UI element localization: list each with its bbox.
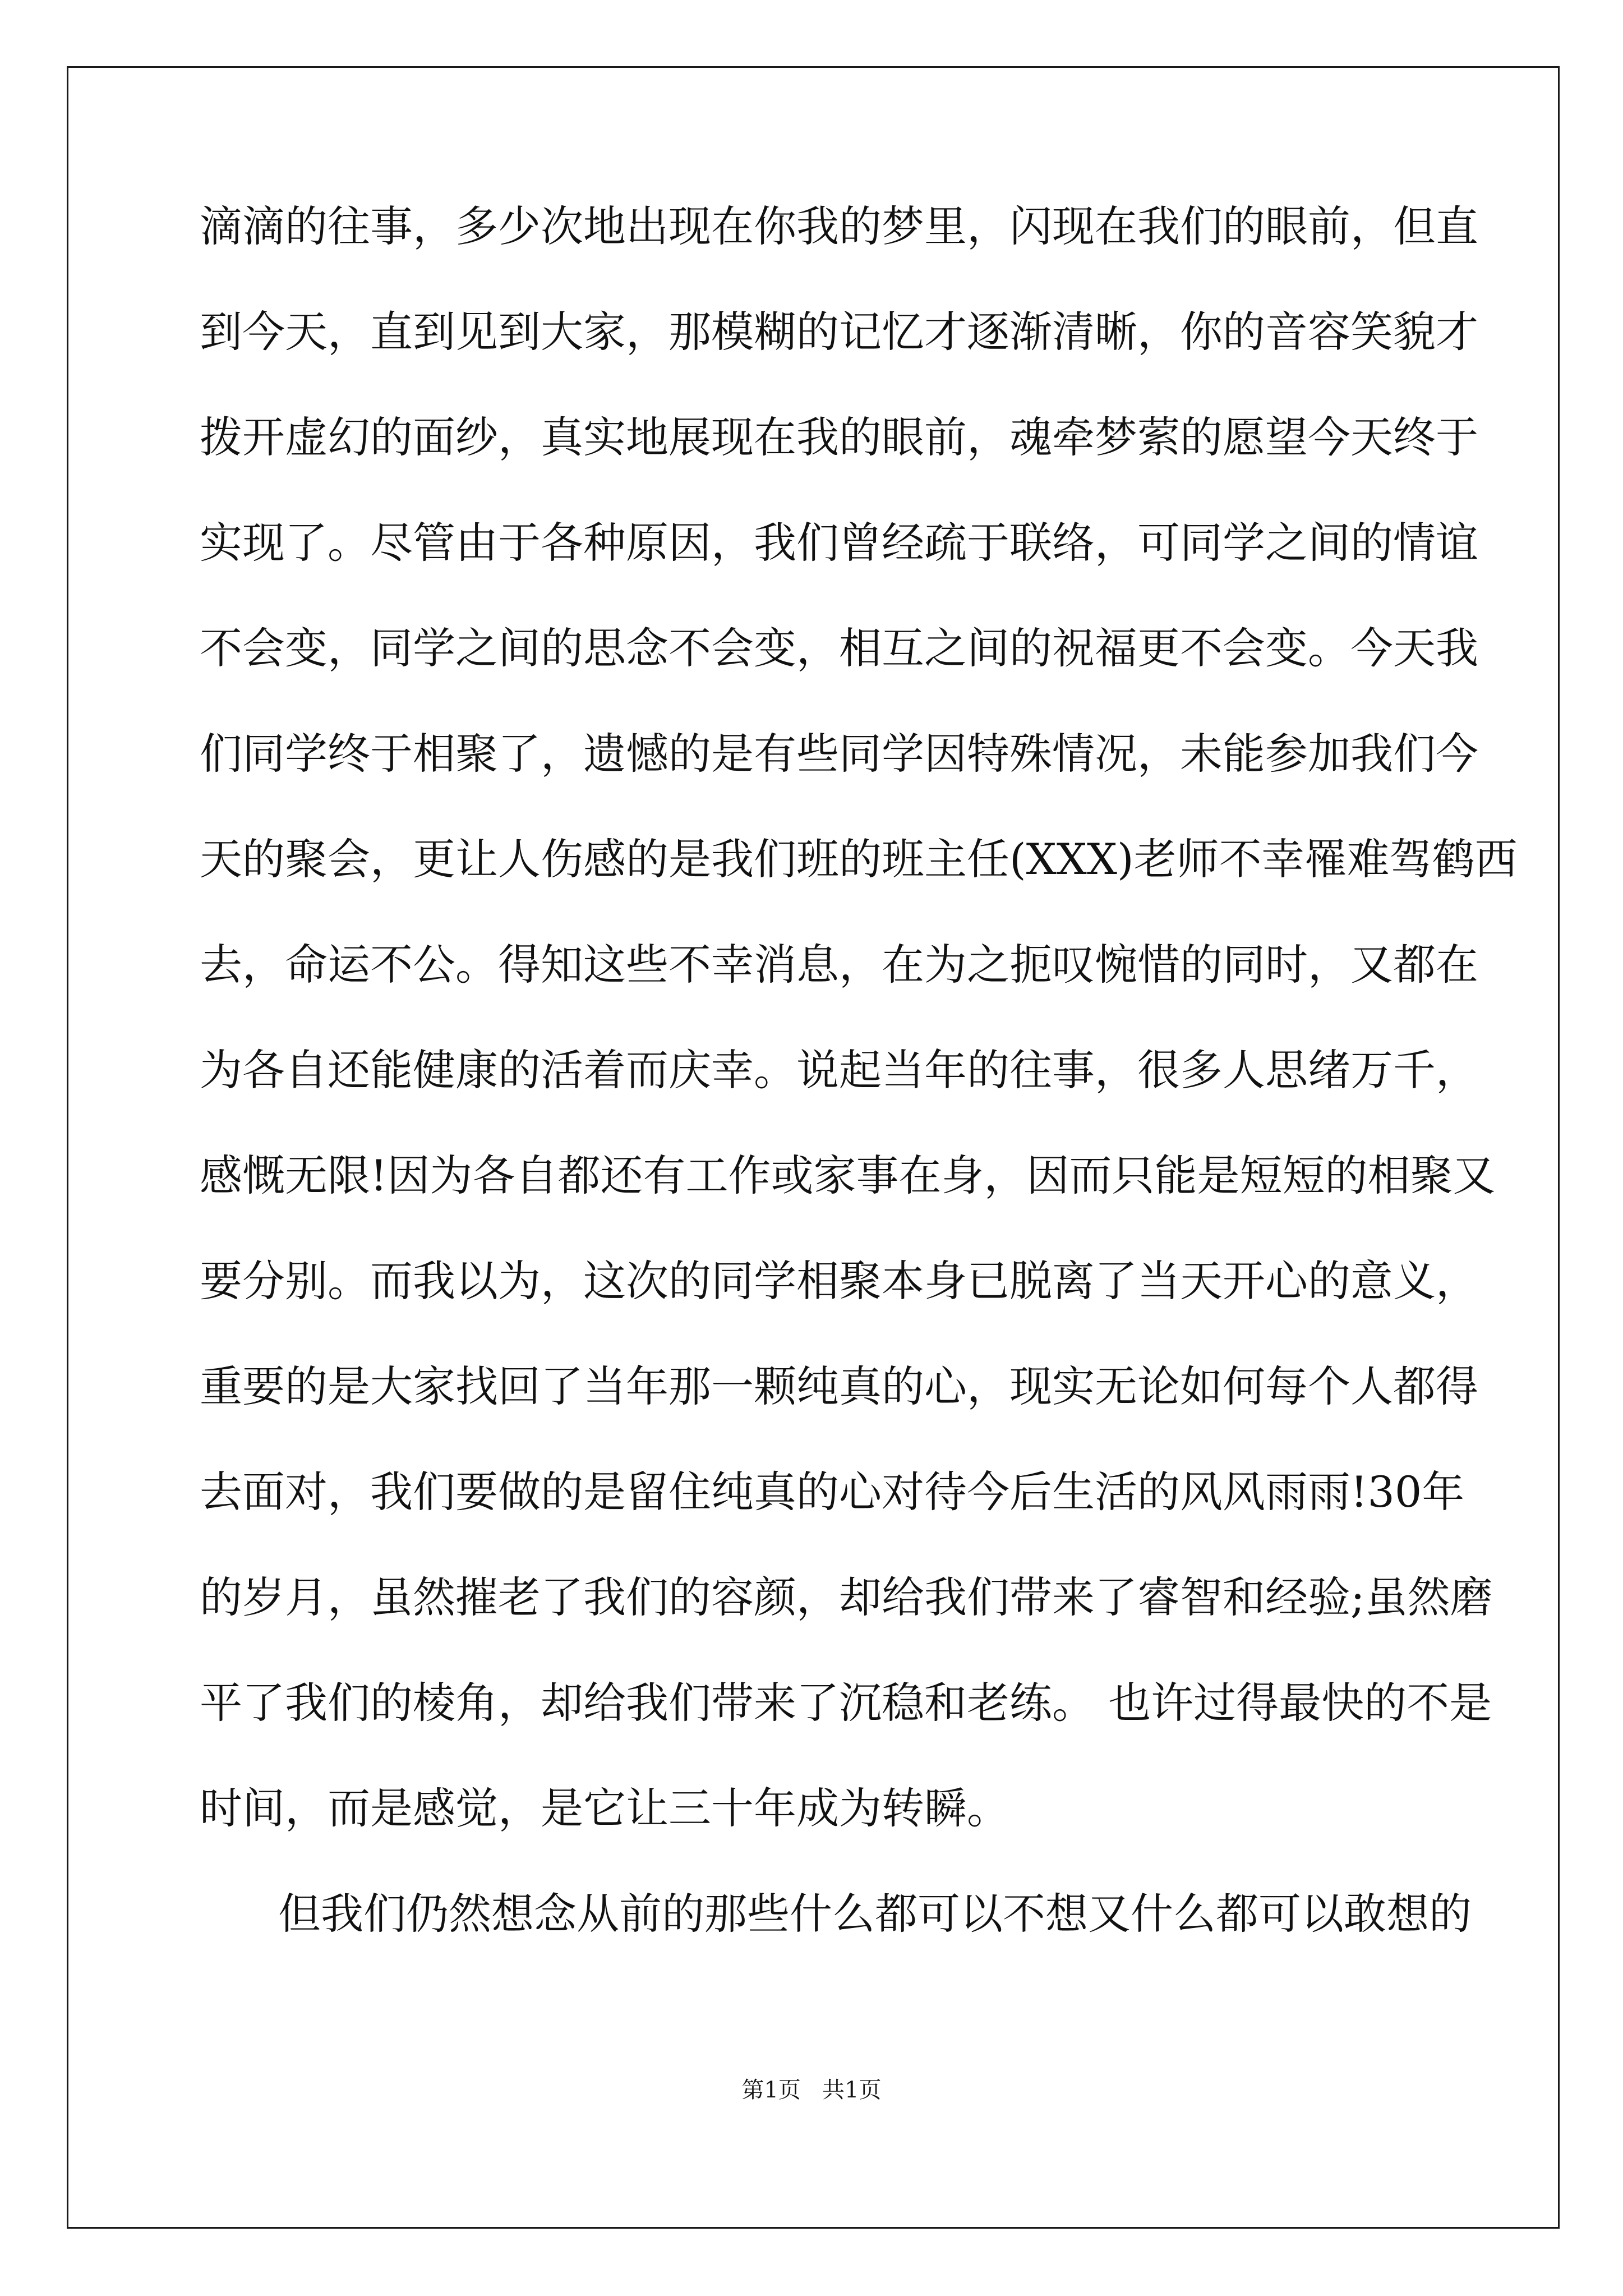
text-line: 不会变，同学之间的思念不会变，相互之间的祝福更不会变。今天我 [200, 623, 1478, 673]
text-line: 平了我们的棱角，却给我们带来了沉稳和老练。 也许过得最快的不是 [200, 1678, 1492, 1728]
text-line: 重要的是大家找回了当年那一颗纯真的心，现实无论如何每个人都得 [200, 1361, 1478, 1411]
text-line: 感慨无限!因为各自都还有工作或家事在身，因而只能是短短的相聚又 [200, 1151, 1496, 1200]
text-line: 要分别。而我以为，这次的同学相聚本身已脱离了当天开心的意义， [200, 1256, 1478, 1306]
text-line: 滴滴的往事，多少次地出现在你我的梦里，闪现在我们的眼前，但直 [200, 201, 1478, 251]
text-line: 天的聚会，更让人伤感的是我们班的班主任(XXX)老师不幸罹难驾鹤西 [200, 834, 1518, 884]
text-line: 去面对，我们要做的是留住纯真的心对待今后生活的风风雨雨!30年 [200, 1467, 1465, 1517]
text-line: 去，命运不公。得知这些不幸消息，在为之扼叹惋惜的同时，又都在 [200, 940, 1478, 990]
text-line-indented: 但我们仍然想念从前的那些什么都可以不想又什么都可以敢想的 [278, 1889, 1472, 1939]
text-line: 为各自还能健康的活着而庆幸。说起当年的往事，很多人思绪万千， [200, 1045, 1478, 1095]
text-line: 实现了。尽管由于各种原因，我们曾经疏于联络，可同学之间的情谊 [200, 518, 1478, 568]
text-line: 们同学终于相聚了，遗憾的是有些同学因特殊情况，未能参加我们今 [200, 729, 1478, 779]
text-line: 的岁月，虽然摧老了我们的容颜，却给我们带来了睿智和经验;虽然磨 [200, 1572, 1493, 1622]
text-line: 时间，而是感觉，是它让三十年成为转瞬。 [200, 1783, 1009, 1833]
text-line: 到今天，直到见到大家，那模糊的记忆才逐渐清晰，你的音容笑貌才 [200, 307, 1478, 357]
document-body [200, 201, 1518, 1998]
page-number-footer: 第1页 共1页 [741, 2077, 882, 2103]
text-line: 拨开虚幻的面纱，真实地展现在我的眼前，魂牵梦萦的愿望今天终于 [200, 412, 1478, 462]
